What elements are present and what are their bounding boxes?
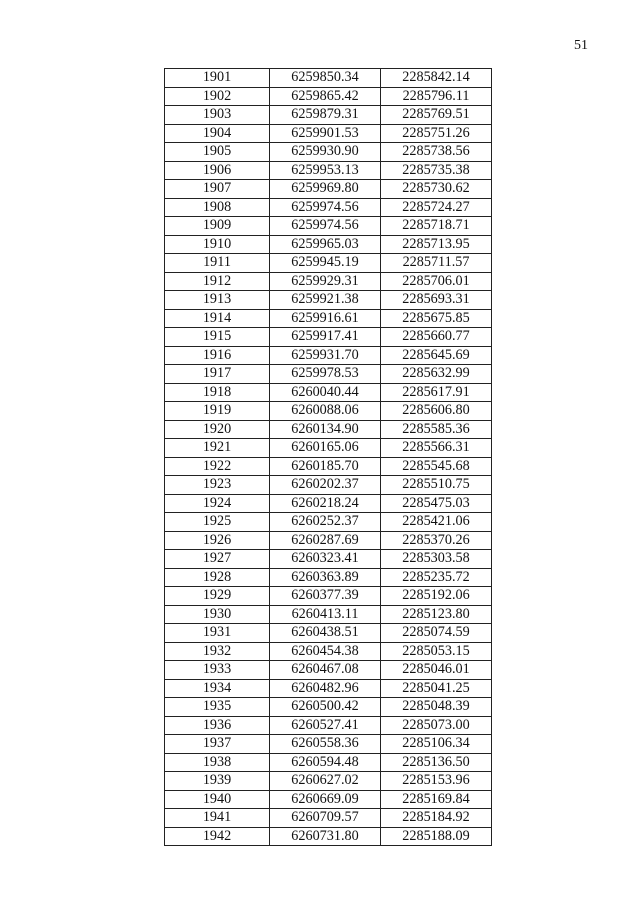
x-coordinate-cell: 6259850.34 — [270, 69, 381, 88]
y-coordinate-cell: 2285048.39 — [381, 698, 492, 717]
point-number-cell: 1941 — [165, 809, 270, 828]
y-coordinate-cell: 2285053.15 — [381, 642, 492, 661]
table-row — [165, 87, 492, 106]
y-coordinate-cell: 2285046.01 — [381, 661, 492, 680]
point-number-cell: 1932 — [165, 642, 270, 661]
point-number-cell: 1908 — [165, 198, 270, 217]
x-coordinate-cell: 6260363.89 — [270, 568, 381, 587]
x-coordinate-cell: 6259930.90 — [270, 143, 381, 162]
x-coordinate-cell: 6259953.13 — [270, 161, 381, 180]
table-row — [165, 476, 492, 495]
x-coordinate-cell: 6259945.19 — [270, 254, 381, 273]
x-coordinate-cell: 6259969.80 — [270, 180, 381, 199]
table-row — [165, 753, 492, 772]
x-coordinate-cell: 6260500.42 — [270, 698, 381, 717]
point-number-cell: 1933 — [165, 661, 270, 680]
x-coordinate-cell: 6260594.48 — [270, 753, 381, 772]
x-coordinate-cell: 6259865.42 — [270, 87, 381, 106]
table-row — [165, 383, 492, 402]
y-coordinate-cell: 2285184.92 — [381, 809, 492, 828]
x-coordinate-cell: 6260185.70 — [270, 457, 381, 476]
table-row — [165, 827, 492, 846]
x-coordinate-cell: 6260134.90 — [270, 420, 381, 439]
x-coordinate-cell: 6260527.41 — [270, 716, 381, 735]
point-number-cell: 1935 — [165, 698, 270, 717]
y-coordinate-cell: 2285706.01 — [381, 272, 492, 291]
x-coordinate-cell: 6260377.39 — [270, 587, 381, 606]
x-coordinate-cell: 6260252.37 — [270, 513, 381, 532]
x-coordinate-cell: 6259879.31 — [270, 106, 381, 125]
y-coordinate-cell: 2285617.91 — [381, 383, 492, 402]
table-row — [165, 809, 492, 828]
table-row — [165, 124, 492, 143]
y-coordinate-cell: 2285718.71 — [381, 217, 492, 236]
point-number-cell: 1923 — [165, 476, 270, 495]
point-number-cell: 1907 — [165, 180, 270, 199]
point-number-cell: 1939 — [165, 772, 270, 791]
table-row — [165, 328, 492, 347]
point-number-cell: 1927 — [165, 550, 270, 569]
table-row — [165, 550, 492, 569]
y-coordinate-cell: 2285675.85 — [381, 309, 492, 328]
point-number-cell: 1937 — [165, 735, 270, 754]
y-coordinate-cell: 2285693.31 — [381, 291, 492, 310]
point-number-cell: 1905 — [165, 143, 270, 162]
table-row — [165, 309, 492, 328]
point-number-cell: 1916 — [165, 346, 270, 365]
table-row — [165, 420, 492, 439]
y-coordinate-cell: 2285235.72 — [381, 568, 492, 587]
table-row — [165, 346, 492, 365]
table-row — [165, 402, 492, 421]
point-number-cell: 1920 — [165, 420, 270, 439]
x-coordinate-cell: 6259974.56 — [270, 198, 381, 217]
y-coordinate-cell: 2285751.26 — [381, 124, 492, 143]
point-number-cell: 1942 — [165, 827, 270, 846]
table-row — [165, 494, 492, 513]
point-number-cell: 1902 — [165, 87, 270, 106]
table-row — [165, 605, 492, 624]
point-number-cell: 1913 — [165, 291, 270, 310]
table-row — [165, 457, 492, 476]
x-coordinate-cell: 6260165.06 — [270, 439, 381, 458]
table-row — [165, 568, 492, 587]
x-coordinate-cell: 6260454.38 — [270, 642, 381, 661]
y-coordinate-cell: 2285645.69 — [381, 346, 492, 365]
table-row — [165, 291, 492, 310]
x-coordinate-cell: 6260558.36 — [270, 735, 381, 754]
table-row — [165, 143, 492, 162]
x-coordinate-cell: 6259921.38 — [270, 291, 381, 310]
y-coordinate-cell: 2285842.14 — [381, 69, 492, 88]
table-row — [165, 254, 492, 273]
x-coordinate-cell: 6260088.06 — [270, 402, 381, 421]
table-row — [165, 365, 492, 384]
y-coordinate-cell: 2285192.06 — [381, 587, 492, 606]
coordinates-table — [164, 68, 492, 846]
table-row — [165, 587, 492, 606]
table-row — [165, 698, 492, 717]
point-number-cell: 1919 — [165, 402, 270, 421]
x-coordinate-cell: 6260323.41 — [270, 550, 381, 569]
y-coordinate-cell: 2285073.00 — [381, 716, 492, 735]
x-coordinate-cell: 6259974.56 — [270, 217, 381, 236]
x-coordinate-cell: 6260627.02 — [270, 772, 381, 791]
y-coordinate-cell: 2285735.38 — [381, 161, 492, 180]
point-number-cell: 1917 — [165, 365, 270, 384]
table-row — [165, 180, 492, 199]
y-coordinate-cell: 2285738.56 — [381, 143, 492, 162]
table-row — [165, 217, 492, 236]
y-coordinate-cell: 2285713.95 — [381, 235, 492, 254]
y-coordinate-cell: 2285136.50 — [381, 753, 492, 772]
point-number-cell: 1936 — [165, 716, 270, 735]
point-number-cell: 1922 — [165, 457, 270, 476]
y-coordinate-cell: 2285123.80 — [381, 605, 492, 624]
x-coordinate-cell: 6259916.61 — [270, 309, 381, 328]
y-coordinate-cell: 2285421.06 — [381, 513, 492, 532]
y-coordinate-cell: 2285510.75 — [381, 476, 492, 495]
point-number-cell: 1929 — [165, 587, 270, 606]
point-number-cell: 1924 — [165, 494, 270, 513]
table-row — [165, 735, 492, 754]
point-number-cell: 1930 — [165, 605, 270, 624]
table-row — [165, 790, 492, 809]
point-number-cell: 1901 — [165, 69, 270, 88]
table-row — [165, 661, 492, 680]
y-coordinate-cell: 2285796.11 — [381, 87, 492, 106]
point-number-cell: 1926 — [165, 531, 270, 550]
point-number-cell: 1911 — [165, 254, 270, 273]
y-coordinate-cell: 2285724.27 — [381, 198, 492, 217]
y-coordinate-cell: 2285545.68 — [381, 457, 492, 476]
point-number-cell: 1914 — [165, 309, 270, 328]
table-row — [165, 716, 492, 735]
table-row — [165, 235, 492, 254]
y-coordinate-cell: 2285566.31 — [381, 439, 492, 458]
point-number-cell: 1940 — [165, 790, 270, 809]
x-coordinate-cell: 6259901.53 — [270, 124, 381, 143]
y-coordinate-cell: 2285169.84 — [381, 790, 492, 809]
point-number-cell: 1925 — [165, 513, 270, 532]
point-number-cell: 1931 — [165, 624, 270, 643]
point-number-cell: 1928 — [165, 568, 270, 587]
table-row — [165, 772, 492, 791]
point-number-cell: 1904 — [165, 124, 270, 143]
x-coordinate-cell: 6260040.44 — [270, 383, 381, 402]
point-number-cell: 1912 — [165, 272, 270, 291]
y-coordinate-cell: 2285370.26 — [381, 531, 492, 550]
y-coordinate-cell: 2285475.03 — [381, 494, 492, 513]
table-row — [165, 531, 492, 550]
table-row — [165, 624, 492, 643]
y-coordinate-cell: 2285106.34 — [381, 735, 492, 754]
y-coordinate-cell: 2285769.51 — [381, 106, 492, 125]
point-number-cell: 1915 — [165, 328, 270, 347]
y-coordinate-cell: 2285585.36 — [381, 420, 492, 439]
point-number-cell: 1918 — [165, 383, 270, 402]
page-number: 51 — [574, 38, 588, 53]
y-coordinate-cell: 2285303.58 — [381, 550, 492, 569]
y-coordinate-cell: 2285074.59 — [381, 624, 492, 643]
y-coordinate-cell: 2285606.80 — [381, 402, 492, 421]
y-coordinate-cell: 2285730.62 — [381, 180, 492, 199]
table-row — [165, 679, 492, 698]
point-number-cell: 1938 — [165, 753, 270, 772]
x-coordinate-cell: 6260202.37 — [270, 476, 381, 495]
x-coordinate-cell: 6260413.11 — [270, 605, 381, 624]
x-coordinate-cell: 6260669.09 — [270, 790, 381, 809]
table-body — [165, 69, 492, 846]
y-coordinate-cell: 2285632.99 — [381, 365, 492, 384]
y-coordinate-cell: 2285660.77 — [381, 328, 492, 347]
point-number-cell: 1903 — [165, 106, 270, 125]
table-row — [165, 439, 492, 458]
table-row — [165, 69, 492, 88]
table-row — [165, 272, 492, 291]
x-coordinate-cell: 6259978.53 — [270, 365, 381, 384]
x-coordinate-cell: 6260709.57 — [270, 809, 381, 828]
x-coordinate-cell: 6260731.80 — [270, 827, 381, 846]
x-coordinate-cell: 6260467.08 — [270, 661, 381, 680]
table-row — [165, 513, 492, 532]
y-coordinate-cell: 2285153.96 — [381, 772, 492, 791]
point-number-cell: 1906 — [165, 161, 270, 180]
x-coordinate-cell: 6260438.51 — [270, 624, 381, 643]
table-row — [165, 198, 492, 217]
x-coordinate-cell: 6260218.24 — [270, 494, 381, 513]
x-coordinate-cell: 6260287.69 — [270, 531, 381, 550]
x-coordinate-cell: 6259917.41 — [270, 328, 381, 347]
table-row — [165, 161, 492, 180]
point-number-cell: 1921 — [165, 439, 270, 458]
x-coordinate-cell: 6259929.31 — [270, 272, 381, 291]
table-row — [165, 642, 492, 661]
y-coordinate-cell: 2285188.09 — [381, 827, 492, 846]
x-coordinate-cell: 6260482.96 — [270, 679, 381, 698]
x-coordinate-cell: 6259931.70 — [270, 346, 381, 365]
x-coordinate-cell: 6259965.03 — [270, 235, 381, 254]
table-row — [165, 106, 492, 125]
point-number-cell: 1909 — [165, 217, 270, 236]
point-number-cell: 1934 — [165, 679, 270, 698]
y-coordinate-cell: 2285041.25 — [381, 679, 492, 698]
point-number-cell: 1910 — [165, 235, 270, 254]
y-coordinate-cell: 2285711.57 — [381, 254, 492, 273]
